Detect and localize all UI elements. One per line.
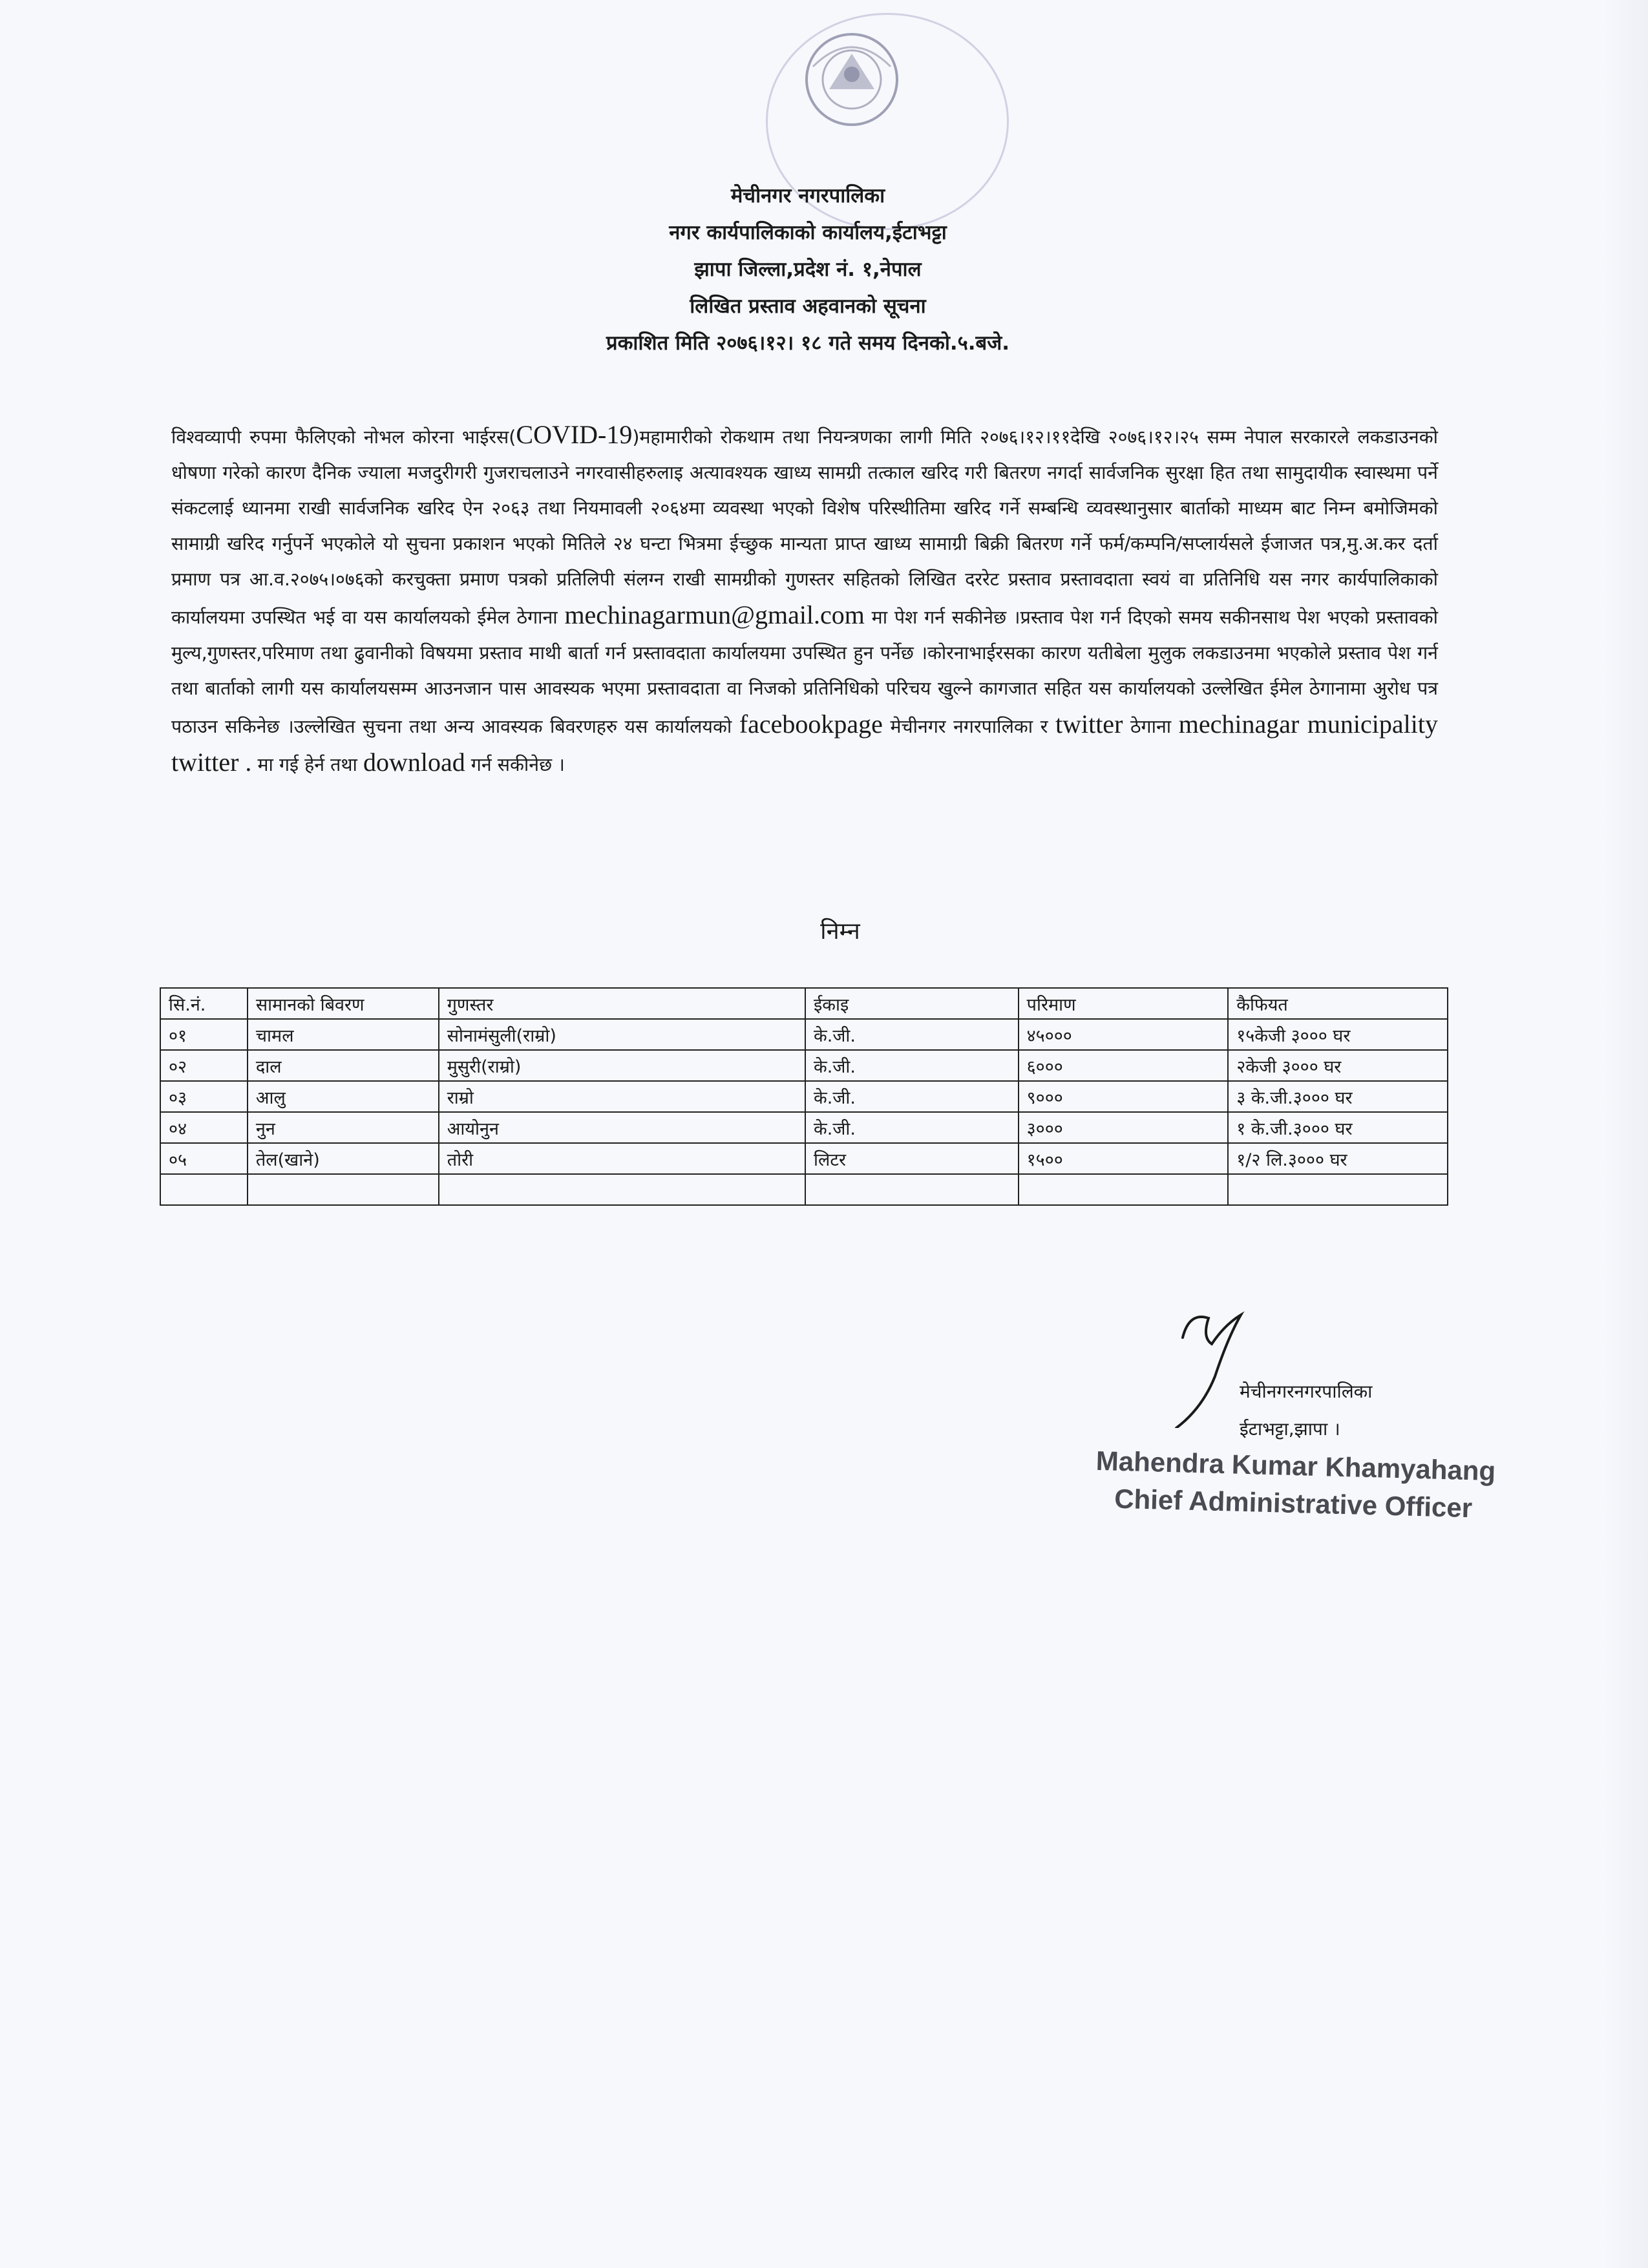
cell-item: आलु: [248, 1081, 439, 1112]
cell-quality: मुसुरी(राम्रो): [439, 1050, 805, 1081]
table-heading: निम्न: [820, 918, 860, 945]
cell-quantity: ३०००: [1019, 1112, 1229, 1143]
header-unit: ईकाइ: [805, 988, 1019, 1019]
cell-serial: ०३: [160, 1081, 248, 1112]
cell-quantity: १५००: [1019, 1143, 1229, 1174]
cell-item: दाल: [248, 1050, 439, 1081]
header-quantity: परिमाण: [1019, 988, 1229, 1019]
cell-unit: लिटर: [805, 1143, 1019, 1174]
signatory-office-line1: मेचीनगरनगरपालिका: [1240, 1381, 1373, 1402]
download-label: download: [363, 748, 465, 777]
cell-quantity: [1019, 1174, 1229, 1205]
header-quality: गुणस्तर: [439, 988, 805, 1019]
cell-unit: के.जी.: [805, 1112, 1019, 1143]
header-serial: सि.नं.: [160, 988, 248, 1019]
cell-unit: के.जी.: [805, 1019, 1019, 1050]
cell-item: नुन: [248, 1112, 439, 1143]
notice-title: लिखित प्रस्ताव अहवानको सूचना: [690, 295, 926, 318]
cell-remarks: १५केजी ३००० घर: [1228, 1019, 1448, 1050]
cell-remarks: १/२ लि.३००० घर: [1228, 1143, 1448, 1174]
cell-quality: आयोनुन: [439, 1112, 805, 1143]
table-row: [160, 1112, 1448, 1143]
body-text-5: ठेगाना: [1123, 716, 1179, 737]
cell-quantity: ६०००: [1019, 1050, 1229, 1081]
covid-label: COVID-19: [516, 420, 633, 449]
cell-quantity: ४५०००: [1019, 1019, 1229, 1050]
publish-date: प्रकाशित मिति २०७६।१२। १८ गते समय दिनको.५.बजे.: [606, 331, 1009, 355]
signatory-office-line2: ईटाभट्टा,झापा ।: [1240, 1418, 1340, 1440]
header-item: सामानको बिवरण: [248, 988, 439, 1019]
name-stamp: [1095, 1442, 1496, 1528]
office-name: नगर कार्यपालिकाको कार्यालय,ईटाभट्टा: [669, 221, 947, 244]
cell-serial: ०४: [160, 1112, 248, 1143]
table-row-empty: [160, 1174, 1448, 1205]
body-text-1: विश्वव्यापी रुपमा फैलिएको नोभल कोरना भाईरस(: [171, 426, 516, 448]
cell-serial: ०२: [160, 1050, 248, 1081]
cell-unit: [805, 1174, 1019, 1205]
cell-quality: सोनामंसुली(राम्रो): [439, 1019, 805, 1050]
body-paragraph: [171, 417, 1438, 782]
cell-remarks: १ के.जी.३००० घर: [1228, 1112, 1448, 1143]
signatory-name: Mahendra Kumar Khamyahang: [1095, 1445, 1496, 1487]
table-row: [160, 1081, 1448, 1112]
cell-quantity: ९०००: [1019, 1081, 1229, 1112]
cell-quality: [439, 1174, 805, 1205]
office-address: झापा जिल्ला,प्रदेश नं. १,नेपाल: [694, 258, 922, 281]
body-text-7: गर्न सकीनेछ ।: [465, 754, 565, 775]
body-text-3: मा पेश गर्न सकीनेछ ।प्रस्ताव पेश गर्न दिएको समय सकीनसाथ पेश भएको प्रस्तावको मुल्य,गुणस्तर,परिमाण तथा ढुवानीको विषयमा प्रस्ताव माथी बार्ता गर्न प्रस्तावदाता कार्यालयमा उपस्थित हुन पर्नेछ ।कोरनाभाईरसका कारण यतीबेला मुलुक लकडाउनमा भएकोले प्रस्ताव पेश गर्न तथा बार्ताको लागी यस कार्यालयसम्म आउनजान पास आवस्यक भएमा प्रस्तावदाता वा निजको प्रतिनिधिको परिचय खुल्ने कागजात सहित यस कार्यालयको उल्लेखित ईमेल ठेगानामा अुरोध पत्र पठाउन सकिनेछ ।उल्लेखित सुचना तथा अन्य आवस्यक बिवरणहरु यस कार्यालयको: [171, 607, 1438, 737]
cell-serial: ०५: [160, 1143, 248, 1174]
twitter-handle: mechinagar municipality twitter .: [171, 709, 1438, 777]
cell-remarks: ३ के.जी.३००० घर: [1228, 1081, 1448, 1112]
table-header-row: [160, 988, 1448, 1019]
table-row: [160, 1050, 1448, 1081]
cell-unit: के.जी.: [805, 1050, 1019, 1081]
cell-item: तेल(खाने): [248, 1143, 439, 1174]
table-row: [160, 1019, 1448, 1050]
notice-header: [452, 178, 1163, 362]
email-address: mechinagarmun@gmail.com: [564, 600, 865, 629]
signatory-title: Chief Administrative Officer: [1114, 1483, 1473, 1524]
body-text-6: मा गई हेर्न तथा: [251, 754, 363, 775]
cell-unit: के.जी.: [805, 1081, 1019, 1112]
items-table: [160, 987, 1448, 1206]
cell-remarks: २केजी ३००० घर: [1228, 1050, 1448, 1081]
twitter-label: twitter: [1055, 709, 1123, 739]
facebook-label: facebookpage: [739, 709, 883, 739]
cell-quality: राम्रो: [439, 1081, 805, 1112]
cell-serial: [160, 1174, 248, 1205]
body-text-4: मेचीनगर नगरपालिका र: [882, 716, 1055, 737]
scan-edge: [1603, 0, 1648, 2268]
cell-item: चामल: [248, 1019, 439, 1050]
header-remarks: कैफियत: [1228, 988, 1448, 1019]
signatory-office: [1240, 1373, 1372, 1448]
table-row: [160, 1143, 1448, 1174]
cell-item: [248, 1174, 439, 1205]
cell-serial: ०१: [160, 1019, 248, 1050]
body-text-2: )महामारीको रोकथाम तथा नियन्त्रणका लागी मिति २०७६।१२।११देखि २०७६।१२।२५ सम्म नेपाल सरकारले लकडाउनको धोषणा गरेको कारण दैनिक ज्याला मजदुरीगरी गुजराचलाउने नगरवासीहरुलाइ अत्यावश्यक खाध्य सामग्री तत्काल खरिद गरी बितरण नगर्दा सार्वजनिक सुरक्षा हित तथा सामुदायीक स्वास्थमा पर्ने संकटलाई ध्यानमा राखी सार्वजनिक खरिद ऐन २०६३ तथा नियमावली २०६४मा व्यवस्था भएको विशेष परिस्थीतिमा खरिद गर्ने सम्बन्धि व्यवस्थानुसार बार्ताको माध्यम बाट निम्न बमोजिमको सामाग्री खरिद गर्नुपर्ने भएकोले यो सुचना प्रकाशन भएको मितिले २४ घन्टा भित्रमा ईच्छुक मान्यता प्राप्त खाध्य सामाग्री बिक्री बितरण गर्ने फर्म/कम्पनि/सप्लार्यसले ईजाजत पत्र,मु.अ.कर दर्ता प्रमाण पत्र आ.व.२०७५।०७६को करचुक्ता प्रमाण पत्रको प्रतिलिपी संलग्न राखी सामग्रीको गुणस्तर सहितको लिखित दररेट प्रस्ताव प्रस्तावदाता स्वयं वा प्रतिनिधि यस नगर कार्यपालिकाको कार्यालयमा उपस्थित भई वा यस कार्यालयको ईमेल ठेगाना: [171, 426, 1439, 628]
cell-quality: तोरी: [439, 1143, 805, 1174]
municipality-name: मेचीनगर नगरपालिका: [730, 184, 885, 207]
notice-body: [171, 417, 1438, 782]
cell-remarks: [1228, 1174, 1448, 1205]
